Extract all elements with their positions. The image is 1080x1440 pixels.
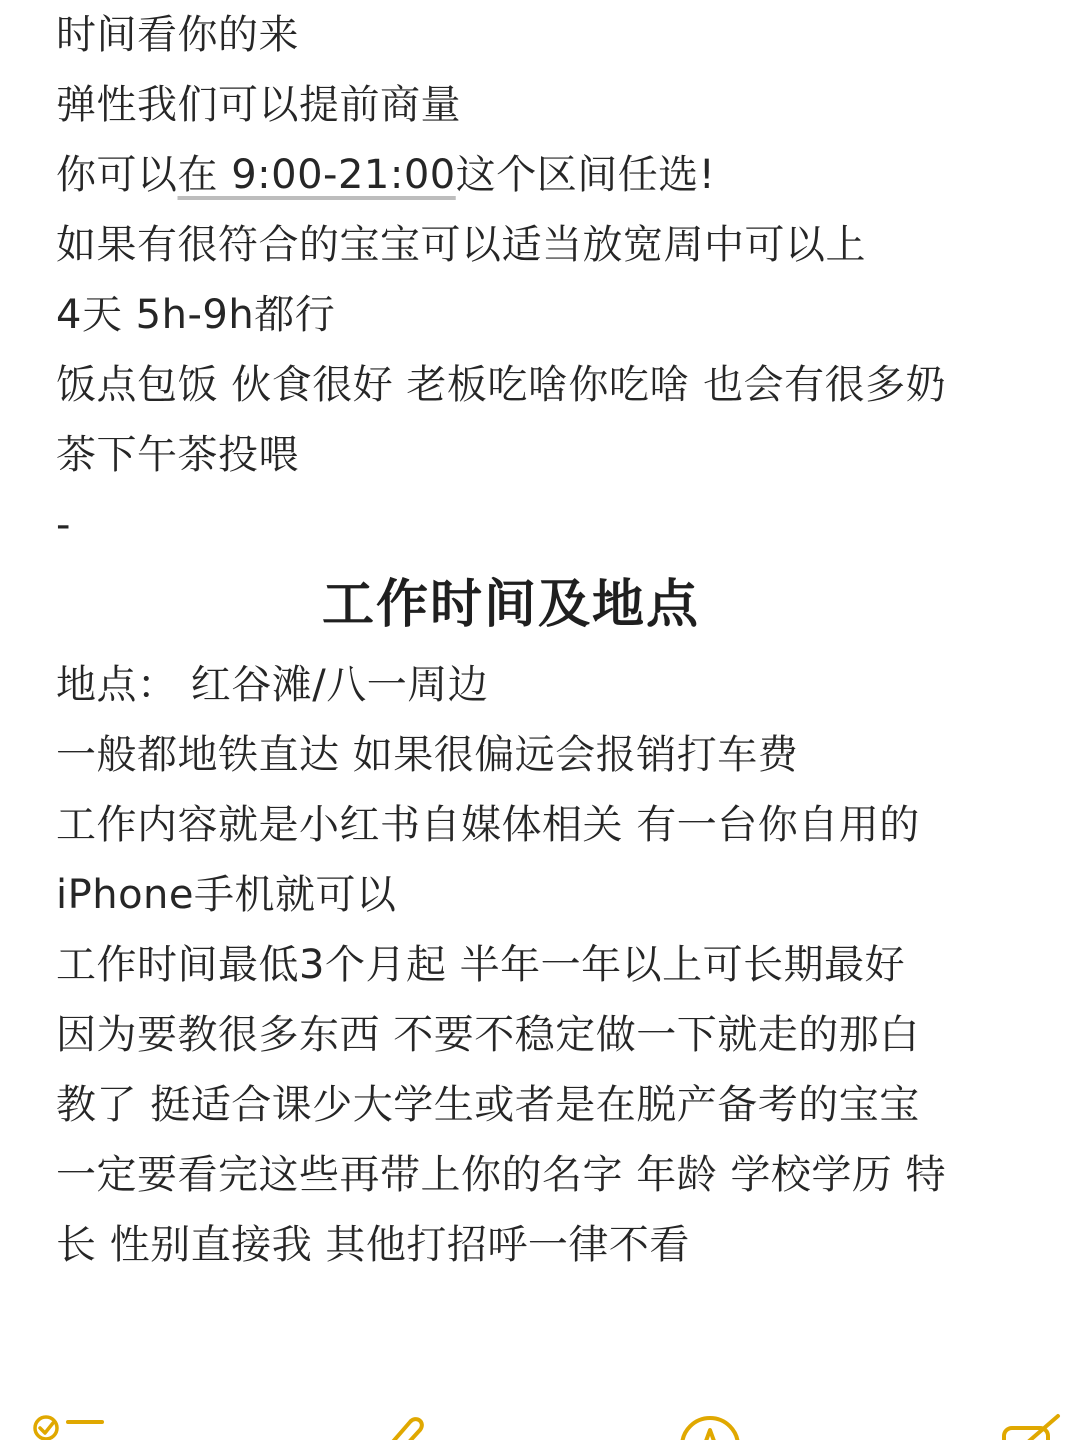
note-line: 时间看你的来 (56, 12, 299, 58)
note-line: 地点： 红谷滩/八一周边 (56, 662, 489, 708)
time-prefix: 你可以 (56, 152, 178, 198)
attachment-icon[interactable] (370, 1412, 430, 1440)
time-range-underlined: 在 9:00-21:00 (177, 152, 456, 198)
note-line: 因为要教很多东西 不要不稳定做一下就走的那白 (56, 1012, 920, 1058)
note-line: 教了 挺适合课少大学生或者是在脱产备考的宝宝 (56, 1082, 920, 1128)
note-line: 一定要看完这些再带上你的名字 年龄 学校学历 特 (56, 1152, 947, 1198)
new-note-icon[interactable] (998, 1412, 1068, 1440)
checklist-icon[interactable] (32, 1412, 112, 1440)
note-line: 茶下午茶投喂 (56, 432, 299, 478)
note-line: 弹性我们可以提前商量 (56, 82, 461, 128)
compose-location-icon[interactable] (678, 1412, 748, 1440)
note-line: 饭点包饭 伙食很好 老板吃啥你吃啥 也会有很多奶 (56, 362, 947, 408)
separator-dash: - (56, 502, 71, 548)
note-line: 如果有很符合的宝宝可以适当放宽周中可以上 (56, 222, 866, 268)
time-suffix: 这个区间任选! (455, 152, 716, 198)
note-body[interactable] (56, 0, 1046, 1280)
note-line: 长 性别直接我 其他打招呼一律不看 (56, 1222, 690, 1268)
note-line: 一般都地铁直达 如果很偏远会报销打车费 (56, 732, 799, 778)
note-line: 4天 5h-9h都行 (56, 292, 336, 338)
section-heading: 工作时间及地点 (321, 575, 700, 635)
note-line: iPhone手机就可以 (56, 872, 397, 918)
time-range-line (56, 140, 1046, 210)
bottom-toolbar (0, 1400, 1080, 1440)
note-line: 工作内容就是小红书自媒体相关 有一台你自用的 (56, 802, 920, 848)
note-line: 工作时间最低3个月起 半年一年以上可长期最好 (56, 942, 906, 988)
